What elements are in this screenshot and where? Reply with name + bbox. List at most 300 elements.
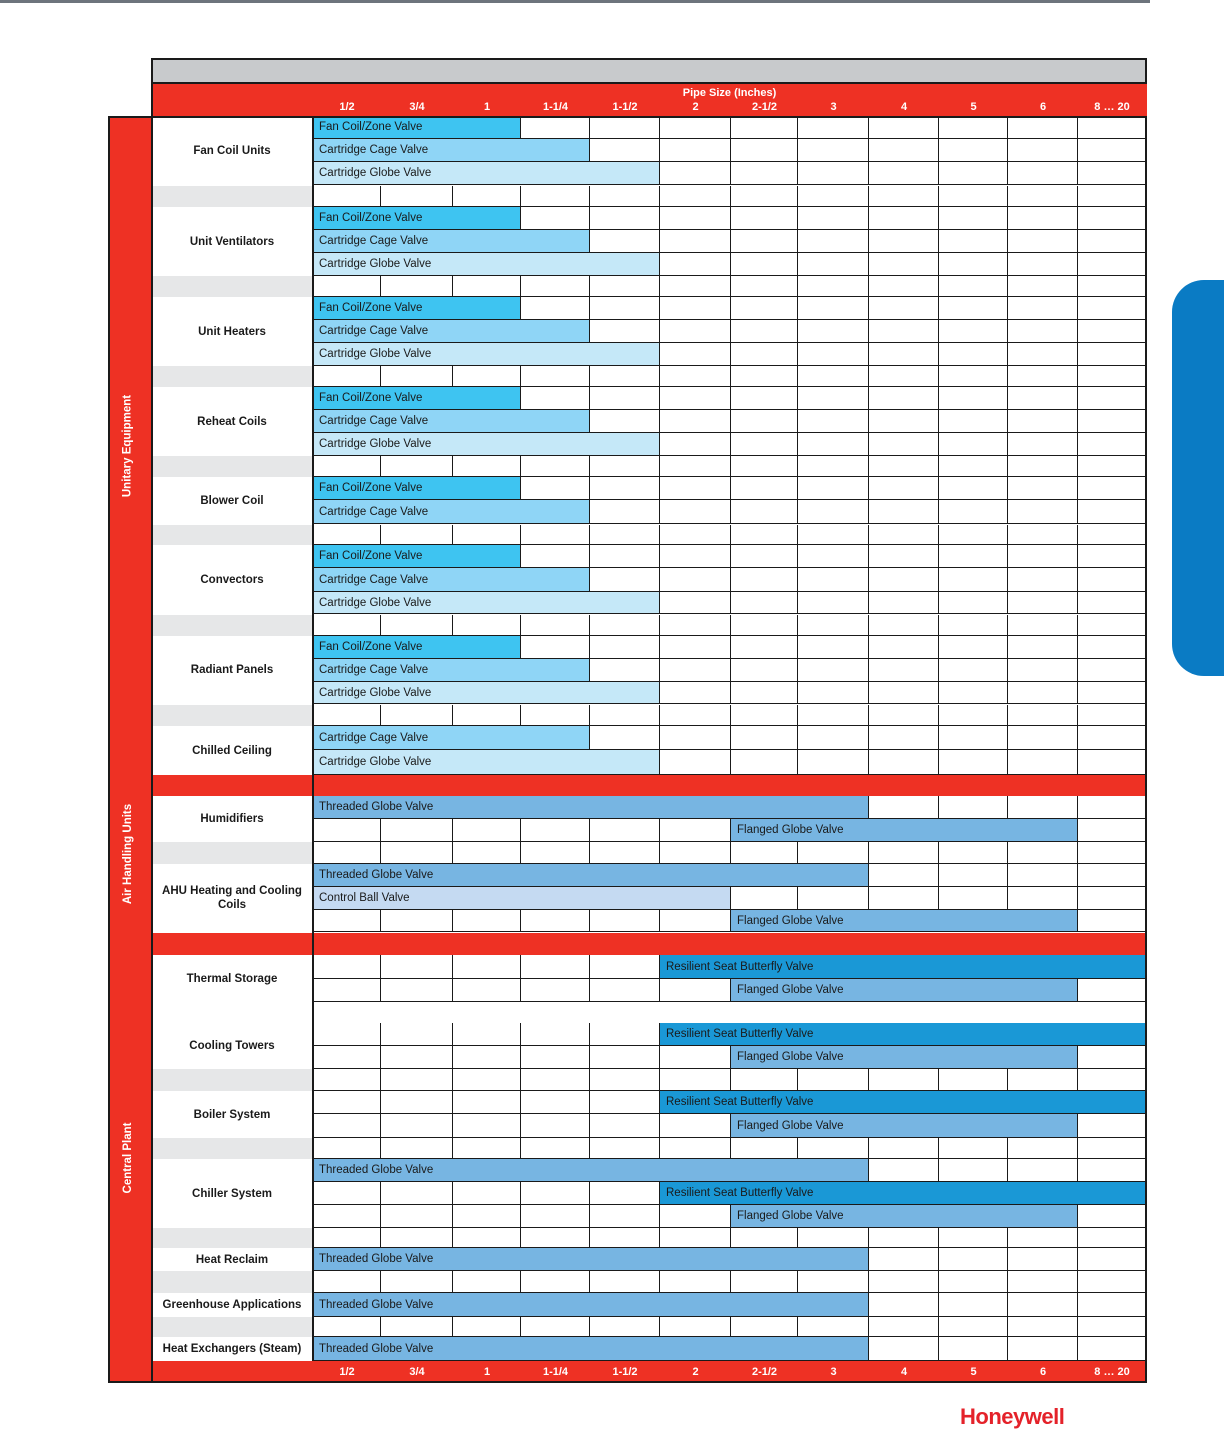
row-separator [151,1317,313,1337]
grid-cell [590,230,660,253]
grid-cell [590,186,660,207]
header-size-label: 6 [1039,101,1047,113]
grid-cell [590,116,660,139]
grid-cell [1008,796,1078,819]
grid-cell [731,1317,798,1337]
grid-cell [798,1069,869,1091]
grid-cell [590,819,660,842]
grid-cell [660,568,731,592]
grid-cell [660,116,731,139]
grid-cell [731,750,798,775]
grid-cell [731,477,798,500]
grid-cell [660,139,731,162]
valve-bar: Threaded Globe Valve [313,1248,869,1271]
group-label: Central Plant [121,1122,134,1194]
grid-cell [660,615,731,636]
valve-bar: Threaded Globe Valve [313,796,869,819]
grid-cell [869,615,939,636]
grid-cell [453,1182,521,1205]
grid-cell [381,615,453,636]
valve-bar: Threaded Globe Valve [313,864,869,887]
valve-bar: Flanged Globe Valve [731,1046,1078,1069]
footer-size-label: 8 … 20 [1094,1366,1130,1378]
grid-cell [313,1317,381,1337]
grid-cell [798,568,869,592]
grid-cell [869,139,939,162]
grid-cell [590,1069,660,1091]
grid-cell [453,525,521,545]
grid-cell [1078,545,1146,568]
grid-cell [1078,343,1146,366]
grid-cell [1078,796,1146,819]
grid-cell [1008,568,1078,592]
application-label: Radiant Panels [151,636,313,704]
footer-size-label: 6 [1039,1366,1047,1378]
grid-cell [590,979,660,1002]
grid-cell [1078,525,1146,545]
row-separator [151,276,313,297]
grid-cell [798,477,869,500]
grid-cell [590,207,660,230]
grid-cell [798,276,869,297]
grid-cell [939,545,1008,568]
grid-cell [1078,253,1146,276]
grid-cell [453,705,521,726]
grid-cell [798,433,869,456]
grid-cell [521,636,590,659]
grid-cell [381,955,453,979]
grid-cell [453,615,521,636]
grid-cell [521,1046,590,1069]
grid-cell [798,726,869,750]
grid-cell [939,568,1008,592]
grid-cell [381,1023,453,1046]
grid-cell [869,116,939,139]
grid-cell [869,477,939,500]
grid-cell [660,1046,731,1069]
grid-cell [1008,525,1078,545]
grid-cell [381,1228,453,1248]
grid-cell [1008,1248,1078,1271]
grid-cell [590,955,660,979]
valve-bar: Cartridge Cage Valve [313,500,590,524]
grid-cell [1008,433,1078,456]
grid-cell [660,525,731,545]
grid-cell [660,366,731,387]
application-label: Reheat Coils [151,387,313,456]
grid-cell [521,705,590,726]
grid-cell [1078,366,1146,387]
grid-cell [453,955,521,979]
grid-cell [939,525,1008,545]
grid-cell [798,162,869,185]
application-label: Chilled Ceiling [151,726,313,775]
grid-cell [1078,162,1146,185]
grid-cell [1008,230,1078,253]
header-size-label: 8 … 20 [1094,101,1130,113]
application-label: AHU Heating and Cooling Coils [151,864,313,932]
grid-cell [313,456,381,477]
grid-cell [731,500,798,524]
grid-cell [1008,366,1078,387]
grid-cell [453,910,521,932]
application-label: Boiler System [151,1091,313,1138]
grid-cell [731,343,798,366]
grid-cell [660,162,731,185]
header-size-label: 4 [900,101,908,113]
valve-bar: Resilient Seat Butterfly Valve [660,955,1146,979]
valve-bar: Control Ball Valve [313,887,731,910]
grid-cell [590,1317,660,1337]
grid-cell [869,276,939,297]
grid-cell [660,276,731,297]
grid-cell [869,162,939,185]
grid-cell [590,1138,660,1159]
grid-cell [798,750,869,775]
grid-cell [731,525,798,545]
group-label: Unitary Equipment [121,394,134,497]
grid-cell [453,276,521,297]
grid-cell [1078,477,1146,500]
grid-cell [521,910,590,932]
valve-bar: Fan Coil/Zone Valve [313,636,521,659]
grid-cell [313,910,381,932]
group-divider-row [151,933,1147,955]
valve-bar: Cartridge Globe Valve [313,433,660,456]
grid-cell [1078,230,1146,253]
grid-cell [313,366,381,387]
grid-cell [731,186,798,207]
grid-cell [939,887,1008,910]
grid-cell [731,297,798,320]
valve-bar: Cartridge Globe Valve [313,162,660,185]
footer-size-label: 3 [830,1366,837,1378]
footer-size-label: 1/2 [339,1366,355,1378]
grid-cell [1008,186,1078,207]
grid-cell [1008,253,1078,276]
grid-cell [381,979,453,1002]
grid-cell [660,910,731,932]
grid-cell [660,186,731,207]
application-label: Unit Heaters [151,297,313,366]
row-separator [151,525,313,545]
grid-cell [521,387,590,410]
footer-size-label: 4 [900,1366,908,1378]
grid-cell [1008,545,1078,568]
grid-cell [1078,1205,1146,1228]
grid-cell [798,682,869,704]
grid-cell [1008,162,1078,185]
grid-cell [1078,682,1146,704]
valve-bar: Threaded Globe Valve [313,1293,869,1317]
grid-cell [313,1138,381,1159]
grid-cell [869,1138,939,1159]
grid-cell [1008,456,1078,477]
grid-cell [869,343,939,366]
grid-cell [453,1023,521,1046]
grid-cell [869,659,939,682]
grid-cell [453,456,521,477]
grid-cell [869,1317,939,1337]
grid-cell [798,456,869,477]
footer-size-label: 1-1/2 [612,1366,638,1378]
grid-cell [869,682,939,704]
grid-cell [521,1317,590,1337]
grid-cell [381,842,453,864]
grid-cell [869,796,939,819]
grid-cell [798,592,869,614]
grid-cell [521,1069,590,1091]
grid-cell [590,910,660,932]
grid-cell [313,1271,381,1293]
grid-cell [660,1114,731,1138]
valve-bar: Flanged Globe Valve [731,979,1078,1002]
grid-cell [798,636,869,659]
grid-cell [590,1114,660,1138]
grid-cell [939,705,1008,726]
grid-cell [521,525,590,545]
grid-cell [313,1228,381,1248]
grid-cell [381,1114,453,1138]
grid-cell [798,842,869,864]
grid-cell [521,1138,590,1159]
grid-cell [869,253,939,276]
grid-cell [869,456,939,477]
grid-cell [869,500,939,524]
grid-cell [660,659,731,682]
grid-cell [590,366,660,387]
valve-bar: Cartridge Cage Valve [313,659,590,682]
application-label: Heat Exchangers (Steam) [151,1337,313,1361]
grid-cell [869,1337,939,1361]
grid-cell [660,343,731,366]
grid-cell [660,1271,731,1293]
grid-cell [660,1205,731,1228]
header-size-label: 1-1/2 [612,101,638,113]
grid-cell [381,276,453,297]
grid-cell [660,592,731,614]
grid-cell [939,297,1008,320]
grid-cell [869,568,939,592]
grid-cell [939,864,1008,887]
grid-cell [1078,1228,1146,1248]
grid-cell [1078,1046,1146,1069]
grid-cell [1078,910,1146,932]
grid-cell [1008,387,1078,410]
grid-cell [939,615,1008,636]
grid-cell [798,253,869,276]
valve-bar: Cartridge Globe Valve [313,343,660,366]
grid-cell [1008,842,1078,864]
grid-cell [521,1182,590,1205]
valve-bar: Cartridge Globe Valve [313,750,660,775]
grid-cell [590,456,660,477]
grid-cell [731,568,798,592]
grid-cell [1078,705,1146,726]
grid-cell [660,545,731,568]
grid-cell [869,207,939,230]
grid-cell [1008,887,1078,910]
grid-cell [453,1046,521,1069]
grid-cell [660,1228,731,1248]
grid-cell [1078,1138,1146,1159]
grid-cell [798,297,869,320]
grid-cell [939,387,1008,410]
grid-cell [939,253,1008,276]
grid-cell [731,410,798,433]
header-size-label: 5 [970,101,977,113]
grid-cell [731,887,798,910]
grid-cell [1078,1248,1146,1271]
grid-cell [660,500,731,524]
grid-cell [1078,1317,1146,1337]
grid-cell [1008,139,1078,162]
grid-cell [798,116,869,139]
grid-cell [453,1271,521,1293]
grid-cell [869,1228,939,1248]
grid-cell [313,1046,381,1069]
grid-cell [1008,207,1078,230]
grid-cell [798,387,869,410]
table-banner [151,58,1147,84]
grid-cell [660,410,731,433]
grid-cell [1078,276,1146,297]
grid-cell [939,162,1008,185]
header-size-label: 3/4 [409,101,425,113]
grid-cell [939,592,1008,614]
grid-cell [1078,726,1146,750]
grid-cell [731,615,798,636]
grid-cell [869,750,939,775]
grid-cell [660,207,731,230]
valve-bar: Resilient Seat Butterfly Valve [660,1023,1146,1046]
row-separator [151,1271,313,1293]
grid-cell [939,796,1008,819]
grid-cell [731,139,798,162]
grid-cell [798,1228,869,1248]
grid-cell [521,366,590,387]
application-label: Fan Coil Units [151,116,313,185]
grid-cell [731,1069,798,1091]
grid-cell [939,1069,1008,1091]
grid-cell [521,207,590,230]
grid-cell [939,1228,1008,1248]
grid-cell [939,139,1008,162]
grid-cell [731,659,798,682]
grid-cell [1008,116,1078,139]
grid-cell [453,819,521,842]
grid-cell [660,979,731,1002]
grid-cell [939,1248,1008,1271]
grid-cell [731,366,798,387]
grid-cell [313,1023,381,1046]
grid-cell [453,1069,521,1091]
application-label: Greenhouse Applications [151,1293,313,1317]
grid-cell [939,1293,1008,1317]
grid-cell [381,366,453,387]
grid-cell [869,320,939,343]
grid-cell [731,320,798,343]
grid-cell [731,230,798,253]
grid-cell [1078,887,1146,910]
grid-cell [1008,705,1078,726]
grid-cell [1008,864,1078,887]
grid-cell [939,842,1008,864]
valve-bar: Fan Coil/Zone Valve [313,207,521,230]
grid-cell [590,545,660,568]
grid-cell [1078,116,1146,139]
grid-cell [1078,1293,1146,1317]
grid-cell [939,682,1008,704]
grid-cell [521,842,590,864]
valve-bar: Fan Coil/Zone Valve [313,116,521,139]
grid-cell [1008,682,1078,704]
grid-cell [939,410,1008,433]
grid-cell [521,1205,590,1228]
valve-bar: Flanged Globe Valve [731,910,1078,932]
grid-cell [731,253,798,276]
grid-cell [453,1205,521,1228]
grid-cell [521,186,590,207]
grid-cell [798,545,869,568]
grid-cell [660,1317,731,1337]
grid-cell [521,615,590,636]
grid-cell [869,297,939,320]
grid-cell [1078,186,1146,207]
grid-cell [313,819,381,842]
grid-cell [731,705,798,726]
grid-cell [1078,433,1146,456]
grid-cell [798,230,869,253]
grid-cell [939,230,1008,253]
row-separator [151,456,313,477]
grid-cell [1078,297,1146,320]
grid-cell [939,320,1008,343]
grid-cell [939,1317,1008,1337]
valve-bar: Cartridge Globe Valve [313,682,660,704]
grid-cell [731,207,798,230]
footer-size-label: 5 [970,1366,977,1378]
grid-cell [453,366,521,387]
grid-cell [1078,1271,1146,1293]
grid-cell [590,636,660,659]
grid-cell [798,366,869,387]
grid-cell [869,545,939,568]
grid-cell [1078,410,1146,433]
application-label: Heat Reclaim [151,1248,313,1271]
grid-cell [798,659,869,682]
grid-cell [521,1271,590,1293]
grid-cell [869,1159,939,1182]
grid-cell [798,615,869,636]
grid-cell [798,705,869,726]
grid-cell [1078,592,1146,614]
grid-cell [521,1114,590,1138]
grid-cell [1008,1271,1078,1293]
grid-cell [660,297,731,320]
grid-cell [453,186,521,207]
grid-cell [660,750,731,775]
grid-cell [869,864,939,887]
grid-cell [869,842,939,864]
grid-cell [590,410,660,433]
grid-cell [313,186,381,207]
application-label: Thermal Storage [151,955,313,1002]
footer-size-label: 1 [483,1366,491,1378]
grid-cell [313,979,381,1002]
grid-cell [939,1138,1008,1159]
grid-cell [798,1138,869,1159]
